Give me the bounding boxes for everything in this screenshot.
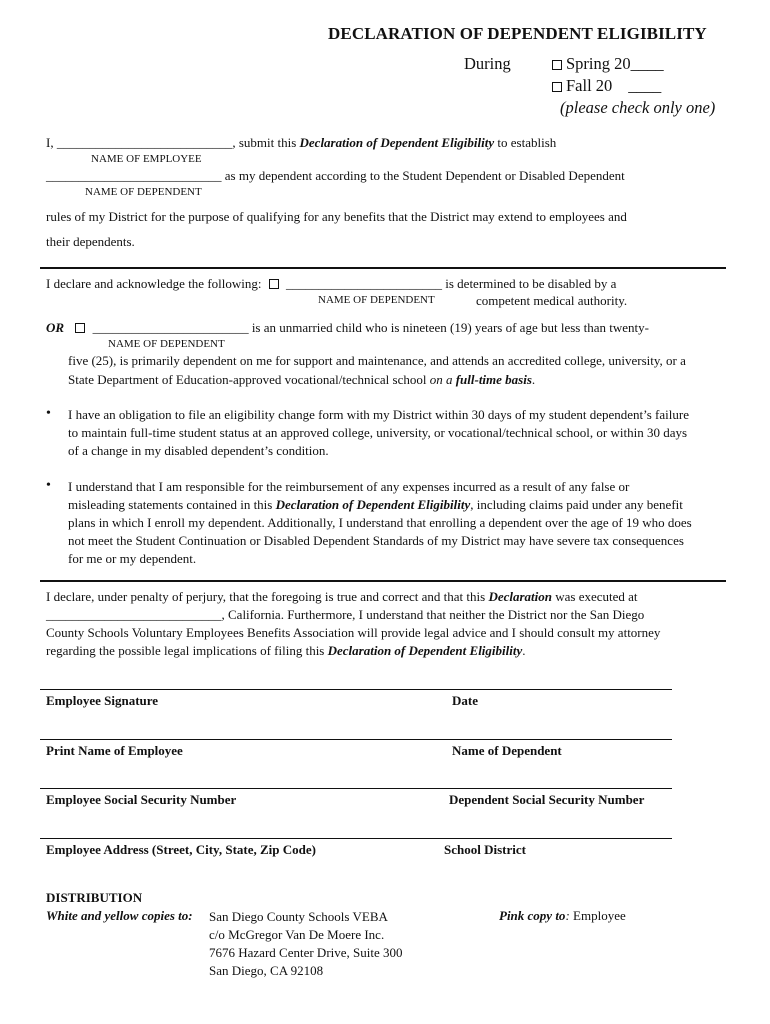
fall-checkbox-icon[interactable]: [552, 82, 562, 92]
dependent-name-line[interactable]: ___________________________ as my dependent according to the Student Dependent or Disabled Dependent: [46, 168, 625, 183]
full-time-basis: full-time basis: [455, 372, 532, 387]
school-district-label: School District: [444, 842, 526, 857]
rules-line-2: their dependents.: [46, 234, 135, 249]
to-establish-text: to establish: [497, 135, 557, 150]
disabled-name-caption: NAME OF DEPENDENT: [318, 294, 435, 306]
perjury-statement: [46, 588, 660, 660]
perjury-declaration-name: Declaration of Dependent Eligibility: [327, 643, 523, 658]
bullet-2-line-2: [68, 496, 692, 514]
section-divider-2: [40, 580, 726, 582]
form-title: DECLARATION OF DEPENDENT ELIGIBILITY: [328, 24, 707, 43]
bullet-2-line-2-a: misleading statements contained in this: [68, 497, 273, 512]
bullet-2-line-5: for me or my dependent.: [68, 551, 197, 566]
child-line-3-period: .: [531, 372, 536, 387]
bullet-2-declaration-name: Declaration of Dependent Eligibility: [275, 497, 471, 512]
student-name-caption: NAME OF DEPENDENT: [108, 338, 225, 350]
pink-copy-value: Employee: [573, 908, 626, 923]
bullet-icon: •: [46, 406, 51, 421]
rules-line-1: rules of my District for the purpose of qualifying for any benefits that the District may extend to employees and: [46, 209, 627, 224]
employee-name-blank[interactable]: I, ___________________________, submit this: [46, 135, 297, 150]
declare-lead: [46, 276, 616, 292]
bullet-2-text: [68, 478, 692, 568]
declare-lead-text: I declare and acknowledge the following:: [46, 276, 262, 291]
name-of-dependent-label: Name of Dependent: [452, 743, 562, 758]
perjury-line-4-period: .: [522, 643, 526, 658]
address-line-3: 7676 Hazard Center Drive, Suite 300: [209, 945, 403, 960]
spring-option[interactable]: [552, 54, 664, 74]
child-line-3-a: State Department of Education-approved vocational/technical school: [68, 372, 427, 387]
employee-ssn-label: Employee Social Security Number: [46, 792, 237, 807]
disabled-dependent-blank[interactable]: ________________________ is determined to be disabled by a: [286, 276, 617, 291]
student-dependent-blank[interactable]: ________________________ is an unmarried child who is nineteen (19) years of age but less than twenty-: [92, 320, 649, 335]
child-line-3-b: on a: [429, 372, 453, 387]
fall-label: Fall 20: [566, 76, 613, 95]
perjury-line-4: [46, 642, 660, 660]
bullet-1-text: [68, 406, 689, 460]
date-label: Date: [452, 693, 478, 708]
fall-option[interactable]: [552, 76, 661, 96]
student-checkbox-icon[interactable]: [75, 323, 85, 333]
bullet-1-line-3: of a change in my disabled dependent’s condition.: [68, 443, 329, 458]
address-line-4: San Diego, CA 92108: [209, 963, 324, 978]
bullet-1-line-2: to maintain full-time student status at an approved college, university, or vocational/technical school, or within 30 days: [68, 425, 688, 440]
distribution-heading: DISTRIBUTION: [46, 890, 143, 905]
bullet-1-line-1: I have an obligation to file an eligibility change form with my District within 30 days of my student dependent’s failure: [68, 407, 689, 422]
pink-copy-colon: :: [565, 908, 570, 923]
dependent-ssn-label: Dependent Social Security Number: [449, 792, 645, 807]
name-of-dependent-caption: NAME OF DEPENDENT: [85, 186, 202, 198]
perjury-declaration-word: Declaration: [488, 589, 552, 604]
bullet-2-line-1: I understand that I am responsible for the reimbursement of any expenses incurred as a result of any false or: [68, 479, 630, 494]
check-one-note: (please check only one): [560, 98, 716, 117]
perjury-line-3: County Schools Voluntary Employees Benefits Association will provide legal advice and I should consult my attorney: [46, 625, 661, 640]
employee-address-label: Employee Address (Street, City, State, Zip Code): [46, 842, 316, 857]
bullet-2-line-2-c: , including claims paid under any benefit: [470, 497, 683, 512]
intro-line-1: [46, 135, 556, 151]
medical-authority-text: competent medical authority.: [476, 293, 628, 308]
during-label: During: [464, 54, 511, 73]
perjury-line-1: [46, 588, 660, 606]
white-yellow-label: White and yellow copies to:: [46, 908, 193, 923]
or-label: OR: [46, 320, 65, 335]
ssn-line[interactable]: [40, 788, 672, 789]
address-line-1: San Diego County Schools VEBA: [209, 909, 388, 924]
or-line: [46, 320, 649, 336]
address-line[interactable]: [40, 838, 672, 839]
perjury-line-4-a: regarding the possible legal implications of filing this: [46, 643, 325, 658]
address-line-2: c/o McGregor Van De Moere Inc.: [209, 927, 385, 942]
print-name-line[interactable]: [40, 739, 672, 740]
perjury-line-2[interactable]: ___________________________, California. Furthermore, I understand that neither the District nor the San Diego: [46, 607, 645, 622]
child-line-3: [68, 372, 535, 388]
pink-copy-label: Pink copy to: [499, 908, 566, 923]
section-divider-1: [40, 267, 726, 269]
veba-address: [209, 908, 403, 980]
child-line-2: five (25), is primarily dependent on me for support and maintenance, and attends an accredited college, university, or a: [68, 353, 686, 368]
employee-signature-label: Employee Signature: [46, 693, 159, 708]
signature-line[interactable]: [40, 689, 672, 690]
print-name-label: Print Name of Employee: [46, 743, 183, 758]
fall-blank[interactable]: ____: [628, 76, 662, 95]
perjury-line-1-a: I declare, under penalty of perjury, that the foregoing is true and correct and that this: [46, 589, 486, 604]
bullet-2-line-4: not meet the Student Continuation or Disabled Dependent Standards of my District may have severe tax consequences: [68, 533, 684, 548]
bullet-icon: •: [46, 478, 51, 493]
name-of-employee-caption: NAME OF EMPLOYEE: [91, 153, 202, 165]
perjury-line-1-c: was executed at: [555, 589, 638, 604]
disabled-checkbox-icon[interactable]: [269, 279, 279, 289]
spring-label: Spring 20____: [566, 54, 664, 73]
spring-checkbox-icon[interactable]: [552, 60, 562, 70]
pink-copy: [499, 908, 626, 924]
bullet-2-line-3: plans in which I enroll my dependent. Additionally, I understand that enrolling a dependent over the age of 19 who does: [68, 515, 692, 530]
declaration-name: Declaration of Dependent Eligibility: [299, 135, 495, 150]
